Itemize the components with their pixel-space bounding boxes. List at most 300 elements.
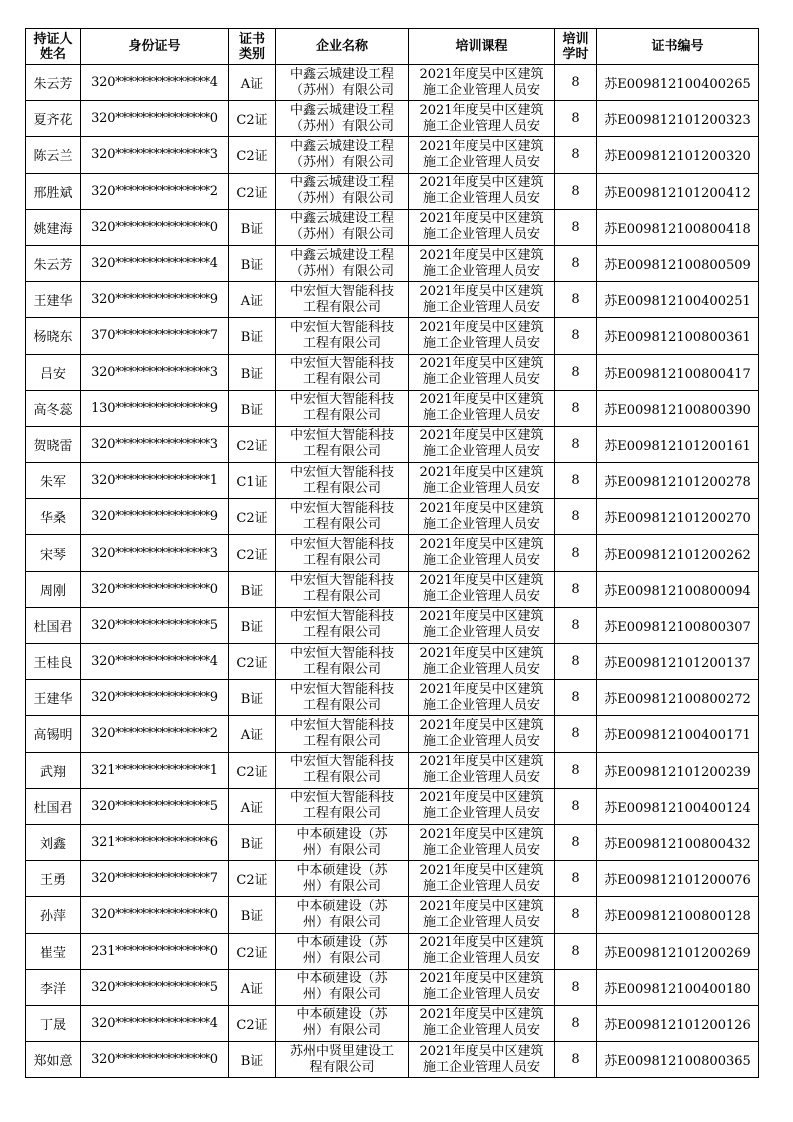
company-name-line2: （苏州）有限公司 xyxy=(289,263,394,279)
training-course xyxy=(409,318,555,354)
training-course-line2: 施工企业管理人员安 xyxy=(422,263,540,279)
company-name xyxy=(276,861,409,897)
certificate-table xyxy=(25,28,759,1078)
training-course-line1: 2021年度吴中区建筑 xyxy=(419,66,544,82)
training-course-line2: 施工企业管理人员安 xyxy=(422,408,540,424)
holder-name: 李洋 xyxy=(26,969,81,1005)
cert-number: 苏E009812100800417 xyxy=(597,354,759,390)
company-name-line2: 州）有限公司 xyxy=(302,987,381,1003)
cert-number: 苏E009812101200161 xyxy=(597,426,759,462)
cert-number: 苏E009812100400171 xyxy=(597,716,759,752)
table-row xyxy=(26,607,759,643)
id-number: 320***************5 xyxy=(81,969,229,1005)
header-hours-line2: 学时 xyxy=(562,46,589,62)
training-course-line2: 施工企业管理人员安 xyxy=(422,878,540,894)
table-row xyxy=(26,969,759,1005)
id-number: 320***************3 xyxy=(81,354,229,390)
company-name-line2: 工程有限公司 xyxy=(302,335,381,351)
training-hours: 8 xyxy=(555,137,597,173)
id-number: 320***************2 xyxy=(81,716,229,752)
company-name-line2: （苏州）有限公司 xyxy=(289,227,394,243)
company-name xyxy=(276,101,409,137)
cert-number: 苏E009812100800272 xyxy=(597,680,759,716)
holder-name: 姚建海 xyxy=(26,209,81,245)
cert-number: 苏E009812101200323 xyxy=(597,101,759,137)
table-row xyxy=(26,716,759,752)
id-number: 320***************4 xyxy=(81,1005,229,1041)
holder-name: 王建华 xyxy=(26,282,81,318)
training-hours: 8 xyxy=(555,1005,597,1041)
training-hours: 8 xyxy=(555,969,597,1005)
cert-type: C2证 xyxy=(229,752,276,788)
training-course-line1: 2021年度吴中区建筑 xyxy=(419,175,544,191)
training-course-line1: 2021年度吴中区建筑 xyxy=(419,717,544,733)
holder-name: 杨晓东 xyxy=(26,318,81,354)
company-name-line1: 中本硕建设（苏 xyxy=(296,971,388,987)
company-name-line2: 工程有限公司 xyxy=(302,589,381,605)
training-course-line1: 2021年度吴中区建筑 xyxy=(419,898,544,914)
cert-type: B证 xyxy=(229,897,276,933)
holder-name: 高锡明 xyxy=(26,716,81,752)
table-row xyxy=(26,282,759,318)
company-name-line1: 中宏恒大智能科技 xyxy=(289,500,394,516)
training-hours: 8 xyxy=(555,824,597,860)
holder-name: 刘鑫 xyxy=(26,824,81,860)
company-name xyxy=(276,1042,409,1078)
id-number: 320***************1 xyxy=(81,463,229,499)
training-course xyxy=(409,101,555,137)
id-number: 320***************0 xyxy=(81,1042,229,1078)
training-hours: 8 xyxy=(555,571,597,607)
company-name-line1: 中宏恒大智能科技 xyxy=(289,428,394,444)
training-course xyxy=(409,1005,555,1041)
holder-name: 贺晓雷 xyxy=(26,426,81,462)
training-course-line2: 施工企业管理人员安 xyxy=(422,625,540,641)
holder-name: 华桑 xyxy=(26,499,81,535)
table-row xyxy=(26,499,759,535)
training-hours: 8 xyxy=(555,209,597,245)
header-row xyxy=(26,29,759,65)
table-row xyxy=(26,752,759,788)
table-row xyxy=(26,535,759,571)
training-course-line2: 施工企业管理人员安 xyxy=(422,697,540,713)
company-name xyxy=(276,535,409,571)
training-course-line2: 施工企业管理人员安 xyxy=(422,589,540,605)
cert-type: B证 xyxy=(229,318,276,354)
company-name-line2: 工程有限公司 xyxy=(302,806,381,822)
cert-type: C2证 xyxy=(229,933,276,969)
company-name-line1: 中本硕建设（苏 xyxy=(296,898,388,914)
table-row xyxy=(26,933,759,969)
header-cert-number: 证书编号 xyxy=(597,29,759,65)
training-course-line1: 2021年度吴中区建筑 xyxy=(419,1043,544,1059)
holder-name: 夏齐花 xyxy=(26,101,81,137)
cert-number: 苏E009812101200412 xyxy=(597,173,759,209)
company-name-line2: 工程有限公司 xyxy=(302,372,381,388)
training-course-line2: 施工企业管理人员安 xyxy=(422,191,540,207)
company-name xyxy=(276,607,409,643)
table-row xyxy=(26,318,759,354)
cert-type: A证 xyxy=(229,969,276,1005)
company-name-line2: （苏州）有限公司 xyxy=(289,191,394,207)
id-number: 320***************3 xyxy=(81,137,229,173)
holder-name: 杜国君 xyxy=(26,607,81,643)
company-name xyxy=(276,354,409,390)
training-course-line1: 2021年度吴中区建筑 xyxy=(419,537,544,553)
header-holder-name-line1: 持证人 xyxy=(33,31,73,47)
company-name-line2: 工程有限公司 xyxy=(302,553,381,569)
cert-number: 苏E009812101200076 xyxy=(597,861,759,897)
cert-number: 苏E009812100800418 xyxy=(597,209,759,245)
training-course-line2: 施工企业管理人员安 xyxy=(422,82,540,98)
company-name-line1: 中宏恒大智能科技 xyxy=(289,681,394,697)
training-hours: 8 xyxy=(555,282,597,318)
table-header xyxy=(26,29,759,65)
id-number: 320***************5 xyxy=(81,788,229,824)
id-number: 320***************9 xyxy=(81,282,229,318)
training-course xyxy=(409,282,555,318)
id-number: 321***************1 xyxy=(81,752,229,788)
company-name-line2: 州）有限公司 xyxy=(302,842,381,858)
training-course-line1: 2021年度吴中区建筑 xyxy=(419,464,544,480)
training-course xyxy=(409,499,555,535)
cert-type: A证 xyxy=(229,65,276,101)
id-number: 130***************9 xyxy=(81,390,229,426)
company-name-line1: 中鑫云城建设工程 xyxy=(289,175,394,191)
company-name xyxy=(276,933,409,969)
training-course xyxy=(409,607,555,643)
company-name-line1: 苏州中贤里建设工 xyxy=(289,1043,394,1059)
company-name-line2: 工程有限公司 xyxy=(302,299,381,315)
training-hours: 8 xyxy=(555,933,597,969)
cert-number: 苏E009812100400180 xyxy=(597,969,759,1005)
training-course xyxy=(409,933,555,969)
training-course-line2: 施工企业管理人员安 xyxy=(422,553,540,569)
company-name-line2: 工程有限公司 xyxy=(302,480,381,496)
training-hours: 8 xyxy=(555,245,597,281)
table-row xyxy=(26,101,759,137)
holder-name: 王桂良 xyxy=(26,644,81,680)
cert-type: B证 xyxy=(229,390,276,426)
table-row xyxy=(26,463,759,499)
company-name-line2: 工程有限公司 xyxy=(302,444,381,460)
cert-number: 苏E009812100800128 xyxy=(597,897,759,933)
id-number: 370***************7 xyxy=(81,318,229,354)
company-name-line2: 州）有限公司 xyxy=(302,951,381,967)
training-course-line1: 2021年度吴中区建筑 xyxy=(419,862,544,878)
holder-name: 宋琴 xyxy=(26,535,81,571)
cert-type: C2证 xyxy=(229,499,276,535)
training-course-line2: 施工企业管理人员安 xyxy=(422,806,540,822)
training-course xyxy=(409,824,555,860)
training-hours: 8 xyxy=(555,535,597,571)
company-name-line1: 中宏恒大智能科技 xyxy=(289,645,394,661)
training-course-line1: 2021年度吴中区建筑 xyxy=(419,356,544,372)
company-name-line1: 中宏恒大智能科技 xyxy=(289,537,394,553)
cert-number: 苏E009812101200278 xyxy=(597,463,759,499)
training-course-line1: 2021年度吴中区建筑 xyxy=(419,645,544,661)
cert-type: C2证 xyxy=(229,101,276,137)
cert-number: 苏E009812100800094 xyxy=(597,571,759,607)
table-row xyxy=(26,173,759,209)
company-name-line1: 中宏恒大智能科技 xyxy=(289,283,394,299)
training-hours: 8 xyxy=(555,426,597,462)
cert-type: B证 xyxy=(229,245,276,281)
training-course-line2: 施工企业管理人员安 xyxy=(422,951,540,967)
training-course-line2: 施工企业管理人员安 xyxy=(422,227,540,243)
cert-number: 苏E009812101200262 xyxy=(597,535,759,571)
cert-type: A证 xyxy=(229,788,276,824)
training-course xyxy=(409,354,555,390)
id-number: 320***************9 xyxy=(81,499,229,535)
cert-type: C2证 xyxy=(229,1005,276,1041)
header-company: 企业名称 xyxy=(276,29,409,65)
training-course-line1: 2021年度吴中区建筑 xyxy=(419,609,544,625)
training-course-line1: 2021年度吴中区建筑 xyxy=(419,573,544,589)
training-hours: 8 xyxy=(555,897,597,933)
training-course-line1: 2021年度吴中区建筑 xyxy=(419,1007,544,1023)
cert-number: 苏E009812100800361 xyxy=(597,318,759,354)
company-name xyxy=(276,644,409,680)
holder-name: 王建华 xyxy=(26,680,81,716)
table-row xyxy=(26,861,759,897)
training-course-line2: 施工企业管理人员安 xyxy=(422,661,540,677)
company-name xyxy=(276,788,409,824)
training-course-line1: 2021年度吴中区建筑 xyxy=(419,319,544,335)
cert-type: C2证 xyxy=(229,535,276,571)
holder-name: 高冬蕊 xyxy=(26,390,81,426)
id-number: 320***************3 xyxy=(81,535,229,571)
cert-number: 苏E009812100400265 xyxy=(597,65,759,101)
training-hours: 8 xyxy=(555,1042,597,1078)
cert-number: 苏E009812101200270 xyxy=(597,499,759,535)
cert-type: B证 xyxy=(229,680,276,716)
company-name-line1: 中本硕建设（苏 xyxy=(296,935,388,951)
company-name-line2: 工程有限公司 xyxy=(302,516,381,532)
training-course-line1: 2021年度吴中区建筑 xyxy=(419,790,544,806)
company-name-line1: 中本硕建设（苏 xyxy=(296,1007,388,1023)
training-course-line1: 2021年度吴中区建筑 xyxy=(419,283,544,299)
cert-type: B证 xyxy=(229,571,276,607)
holder-name: 丁晟 xyxy=(26,1005,81,1041)
training-course xyxy=(409,65,555,101)
id-number: 320***************5 xyxy=(81,607,229,643)
training-course xyxy=(409,571,555,607)
training-course xyxy=(409,137,555,173)
company-name xyxy=(276,173,409,209)
id-number: 320***************0 xyxy=(81,897,229,933)
company-name-line1: 中鑫云城建设工程 xyxy=(289,138,394,154)
training-course-line2: 施工企业管理人员安 xyxy=(422,118,540,134)
id-number: 320***************0 xyxy=(81,209,229,245)
company-name-line2: 工程有限公司 xyxy=(302,770,381,786)
header-hours xyxy=(555,29,597,65)
training-course-line1: 2021年度吴中区建筑 xyxy=(419,392,544,408)
training-course-line2: 施工企业管理人员安 xyxy=(422,480,540,496)
training-hours: 8 xyxy=(555,173,597,209)
holder-name: 邢胜斌 xyxy=(26,173,81,209)
company-name-line1: 中鑫云城建设工程 xyxy=(289,247,394,263)
holder-name: 王勇 xyxy=(26,861,81,897)
training-course xyxy=(409,209,555,245)
training-course-line2: 施工企业管理人员安 xyxy=(422,987,540,1003)
cert-number: 苏E009812101200269 xyxy=(597,933,759,969)
training-course xyxy=(409,173,555,209)
header-cert-type-line2: 类别 xyxy=(238,46,265,62)
company-name-line1: 中本硕建设（苏 xyxy=(296,826,388,842)
training-course xyxy=(409,969,555,1005)
cert-type: C1证 xyxy=(229,463,276,499)
holder-name: 朱云芳 xyxy=(26,65,81,101)
company-name-line2: （苏州）有限公司 xyxy=(289,118,394,134)
training-course-line1: 2021年度吴中区建筑 xyxy=(419,971,544,987)
holder-name: 周刚 xyxy=(26,571,81,607)
cert-type: B证 xyxy=(229,607,276,643)
id-number: 320***************0 xyxy=(81,571,229,607)
training-course-line2: 施工企业管理人员安 xyxy=(422,516,540,532)
header-hours-line1: 培训 xyxy=(562,31,589,47)
training-course-line2: 施工企业管理人员安 xyxy=(422,299,540,315)
holder-name: 朱云芳 xyxy=(26,245,81,281)
cert-type: B证 xyxy=(229,209,276,245)
cert-number: 苏E009812100400124 xyxy=(597,788,759,824)
training-course-line2: 施工企业管理人员安 xyxy=(422,154,540,170)
holder-name: 吕安 xyxy=(26,354,81,390)
training-hours: 8 xyxy=(555,607,597,643)
company-name-line2: 州）有限公司 xyxy=(302,878,381,894)
training-course-line2: 施工企业管理人员安 xyxy=(422,335,540,351)
company-name xyxy=(276,571,409,607)
company-name-line2: 工程有限公司 xyxy=(302,625,381,641)
holder-name: 孙萍 xyxy=(26,897,81,933)
cert-number: 苏E009812100800390 xyxy=(597,390,759,426)
cert-number: 苏E009812100800509 xyxy=(597,245,759,281)
company-name xyxy=(276,824,409,860)
company-name xyxy=(276,752,409,788)
training-course xyxy=(409,644,555,680)
table-row xyxy=(26,1042,759,1078)
table-row xyxy=(26,390,759,426)
company-name-line1: 中鑫云城建设工程 xyxy=(289,102,394,118)
holder-name: 郑如意 xyxy=(26,1042,81,1078)
training-course xyxy=(409,680,555,716)
company-name xyxy=(276,209,409,245)
training-course-line1: 2021年度吴中区建筑 xyxy=(419,681,544,697)
cert-type: C2证 xyxy=(229,644,276,680)
training-course-line2: 施工企业管理人员安 xyxy=(422,444,540,460)
company-name-line2: （苏州）有限公司 xyxy=(289,154,394,170)
training-hours: 8 xyxy=(555,101,597,137)
company-name xyxy=(276,969,409,1005)
company-name-line1: 中宏恒大智能科技 xyxy=(289,319,394,335)
company-name-line1: 中宏恒大智能科技 xyxy=(289,790,394,806)
training-course xyxy=(409,861,555,897)
training-course-line1: 2021年度吴中区建筑 xyxy=(419,428,544,444)
header-course: 培训课程 xyxy=(409,29,555,65)
company-name-line2: 州）有限公司 xyxy=(302,1023,381,1039)
training-hours: 8 xyxy=(555,354,597,390)
cert-type: A证 xyxy=(229,282,276,318)
training-hours: 8 xyxy=(555,390,597,426)
company-name-line2: 工程有限公司 xyxy=(302,697,381,713)
company-name-line1: 中宏恒大智能科技 xyxy=(289,392,394,408)
training-course-line2: 施工企业管理人员安 xyxy=(422,914,540,930)
table-row xyxy=(26,824,759,860)
header-cert-type-line1: 证书 xyxy=(238,31,265,47)
company-name xyxy=(276,716,409,752)
cert-number: 苏E009812101200126 xyxy=(597,1005,759,1041)
table-row xyxy=(26,1005,759,1041)
table-row xyxy=(26,897,759,933)
training-hours: 8 xyxy=(555,318,597,354)
training-hours: 8 xyxy=(555,463,597,499)
holder-name: 崔莹 xyxy=(26,933,81,969)
training-hours: 8 xyxy=(555,499,597,535)
table-body xyxy=(26,65,759,1078)
company-name-line2: 工程有限公司 xyxy=(302,733,381,749)
cert-type: C2证 xyxy=(229,426,276,462)
holder-name: 武翔 xyxy=(26,752,81,788)
table-row xyxy=(26,137,759,173)
company-name xyxy=(276,245,409,281)
company-name-line1: 中宏恒大智能科技 xyxy=(289,573,394,589)
header-holder-name-line2: 姓名 xyxy=(39,46,66,62)
id-number: 320***************4 xyxy=(81,65,229,101)
header-id-number: 身份证号 xyxy=(81,29,229,65)
training-course-line1: 2021年度吴中区建筑 xyxy=(419,935,544,951)
training-course xyxy=(409,1042,555,1078)
training-course-line1: 2021年度吴中区建筑 xyxy=(419,500,544,516)
id-number: 321***************6 xyxy=(81,824,229,860)
training-hours: 8 xyxy=(555,644,597,680)
training-course xyxy=(409,897,555,933)
table-row xyxy=(26,788,759,824)
header-holder-name xyxy=(26,29,81,65)
training-hours: 8 xyxy=(555,788,597,824)
table-row xyxy=(26,209,759,245)
training-hours: 8 xyxy=(555,861,597,897)
training-course-line1: 2021年度吴中区建筑 xyxy=(419,247,544,263)
cert-number: 苏E009812100800365 xyxy=(597,1042,759,1078)
holder-name: 陈云兰 xyxy=(26,137,81,173)
company-name xyxy=(276,1005,409,1041)
company-name-line1: 中鑫云城建设工程 xyxy=(289,211,394,227)
header-cert-type xyxy=(229,29,276,65)
holder-name: 杜国君 xyxy=(26,788,81,824)
cert-type: B证 xyxy=(229,1042,276,1078)
company-name xyxy=(276,499,409,535)
training-course xyxy=(409,752,555,788)
company-name-line1: 中宏恒大智能科技 xyxy=(289,717,394,733)
id-number: 231***************0 xyxy=(81,933,229,969)
company-name-line1: 中鑫云城建设工程 xyxy=(289,66,394,82)
table-row xyxy=(26,680,759,716)
cert-number: 苏E009812101200239 xyxy=(597,752,759,788)
company-name-line1: 中本硕建设（苏 xyxy=(296,862,388,878)
cert-number: 苏E009812100800307 xyxy=(597,607,759,643)
company-name xyxy=(276,426,409,462)
training-hours: 8 xyxy=(555,65,597,101)
id-number: 320***************9 xyxy=(81,680,229,716)
cert-number: 苏E009812101200137 xyxy=(597,644,759,680)
training-course-line1: 2021年度吴中区建筑 xyxy=(419,211,544,227)
training-course xyxy=(409,390,555,426)
training-course-line1: 2021年度吴中区建筑 xyxy=(419,102,544,118)
company-name xyxy=(276,137,409,173)
training-course-line2: 施工企业管理人员安 xyxy=(422,1023,540,1039)
table-row xyxy=(26,354,759,390)
id-number: 320***************3 xyxy=(81,426,229,462)
